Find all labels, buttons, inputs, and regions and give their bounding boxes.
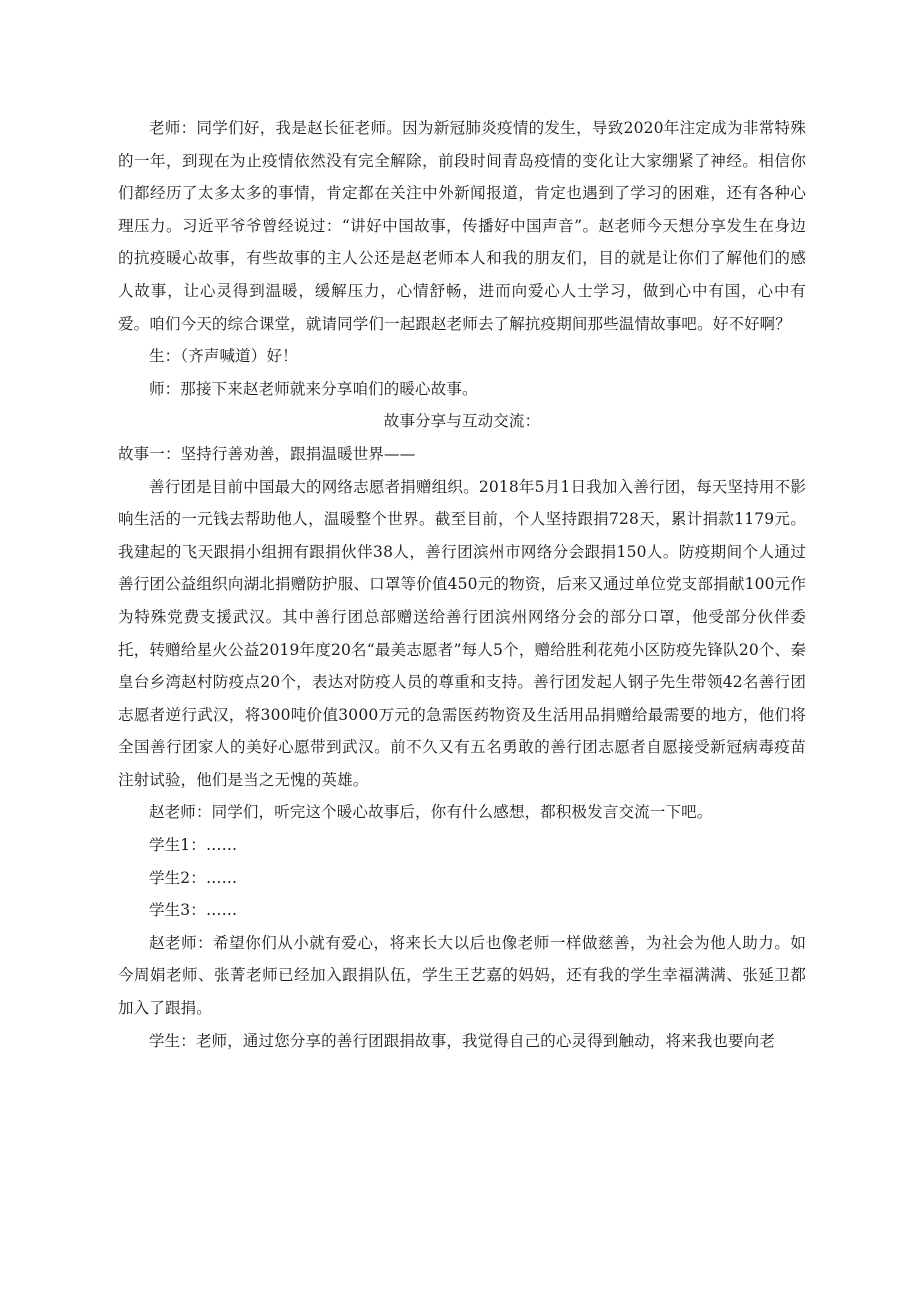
student-reflection-paragraph: 学生：老师，通过您分享的善行团跟捐故事，我觉得自己的心灵得到触动，将来我也要向老 xyxy=(149,1031,776,1050)
story-one-body-paragraph: 善行团是目前中国最大的网络志愿者捐赠组织。2018年5月1日我加入善行团，每天坚持用不影响生活的一元钱去帮助他人，温暖整个世界。截至目前，个人坚持跟捐728天，累计捐款1179元。我建起的飞天跟捐小组拥有跟捐伙伴38人，善行团滨州市网络分会跟捐150人。防疫期间个人通过善行团公益组织向湖北捐赠防护服、口罩等价值450元的物资，后来又通过单位党支部捐献100元作为特殊党费支援武汉。其中善行团总部赠送给善行团滨州网络分会的部分口罩，他受部分伙伴委托，转赠给星火公益2019年度20名“最美志愿者”每人5个，赠给胜利花苑小区防疫先锋队20个、秦皇台乡湾赵村防疫点20个，表达对防疫人员的尊重和支持。善行团发起人钢子先生带领42名善行团志愿者逆行武汉，将300吨价值3000万元的急需医药物资及生活用品捐赠给最需要的地方，他们将全国善行团家人的美好心愿带到武汉。前不久又有五名勇敢的善行团志愿者自愿接受新冠病毒疫苗注射试验，他们是当之无愧的英雄。 xyxy=(118,477,806,789)
document-page xyxy=(118,112,806,1057)
student-3-paragraph: 学生3：…… xyxy=(149,901,238,920)
student-1-paragraph: 学生1：…… xyxy=(149,836,238,855)
teacher-hope-paragraph: 赵老师：希望你们从小就有爱心，将来长大以后也像老师一样做慈善，为社会为他人助力。如今周娟老师、张菁老师已经加入跟捐队伍，学生王艺嘉的妈妈，还有我的学生幸福满满、张延卫都加入了跟捐。 xyxy=(118,933,806,1018)
student-2-paragraph: 学生2：…… xyxy=(149,868,238,887)
section-heading: 故事分享与互动交流： xyxy=(383,412,541,431)
teacher-prompt-paragraph: 赵老师：同学们，听完这个暖心故事后，你有什么感想，都积极发言交流一下吧。 xyxy=(149,803,713,822)
teacher-transition-paragraph: 师：那接下来赵老师就来分享咱们的暖心故事。 xyxy=(149,379,478,398)
teacher-opening-paragraph: 老师：同学们好，我是赵长征老师。因为新冠肺炎疫情的发生，导致2020年注定成为非常特殊的一年，到现在为止疫情依然没有完全解除，前段时间青岛疫情的变化让大家绷紧了神经。相信你们都经历了太多太多的事情，肯定都在关注中外新闻报道，肯定也遇到了学习的困难，还有各种心理压力。习近平爷爷曾经说过：“讲好中国故事，传播好中国声音”。赵老师今天想分享发生在身边的抗疫暖心故事，有些故事的主人公还是赵老师本人和我的朋友们，目的就是让你们了解他们的感人故事，让心灵得到温暖，缓解压力，心情舒畅，进而向爱心人士学习，做到心中有国，心中有爱。咱们今天的综合课堂，就请同学们一起跟赵老师去了解抗疫期间那些温情故事吧。好不好啊？ xyxy=(118,119,806,333)
students-reply-paragraph: 生：（齐声喊道）好！ xyxy=(149,347,298,366)
story-one-title: 故事一：坚持行善劝善，跟捐温暖世界—— xyxy=(118,444,416,463)
